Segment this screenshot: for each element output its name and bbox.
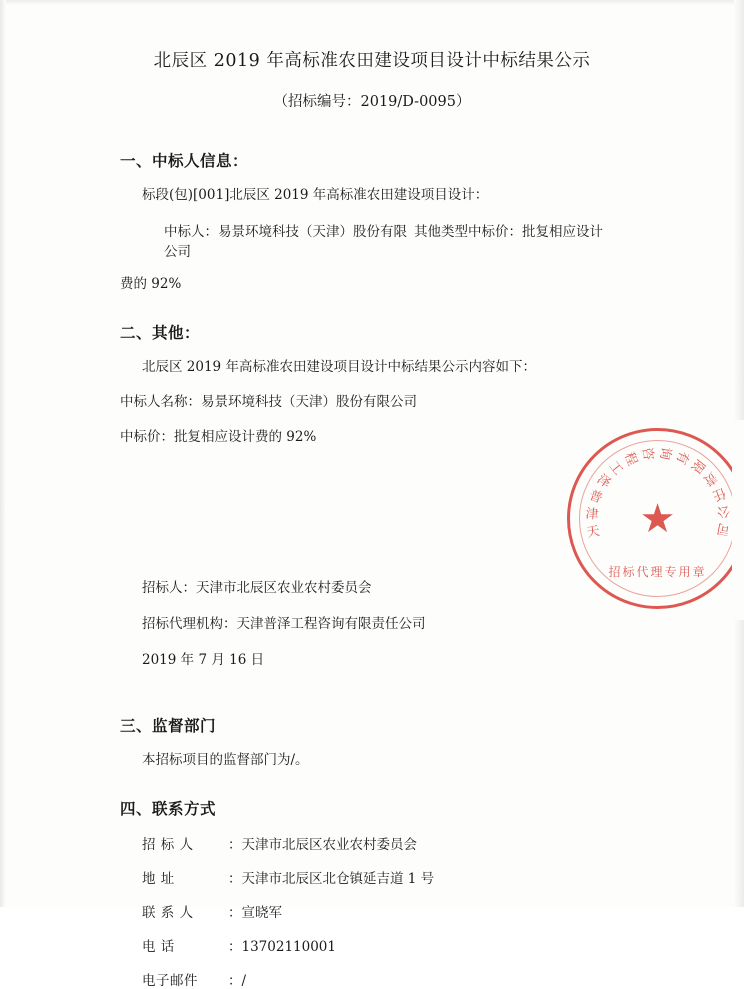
other-row-0-key: 中标人名称： (120, 393, 201, 410)
contact-row-person (120, 901, 626, 921)
other-intro: 北辰区 2019 年高标准农田建设项目设计中标结果公示内容如下： (142, 358, 536, 375)
other-row-1-value: 批复相应设计费的 92% (174, 428, 317, 445)
section-heading-winner: 一、中标人信息： (120, 151, 249, 170)
seal-star-icon: ★ (639, 495, 676, 542)
contact-value-address (228, 867, 626, 887)
official-seal-stamp (567, 428, 744, 609)
seal-clip-mask (732, 420, 744, 620)
contact-key-person: 联 系 人 (142, 904, 194, 921)
winner-price-line: 其他类型中标价：批复相应设计 (414, 223, 603, 240)
supervision-text: 本招标项目的监督部门为/。 (142, 751, 309, 768)
contact-value-tenderer (228, 833, 626, 853)
contact-key-phone: 电 话 (142, 938, 175, 955)
seal-arc-char: 任 (709, 483, 728, 503)
seal-arc-char: 限 (687, 455, 707, 476)
contact-sep-1: ： (228, 870, 242, 887)
contact-value-person (228, 901, 626, 921)
contact-value-email (228, 969, 626, 989)
winner-price-row (120, 220, 626, 260)
other-row-1-key: 中标价： (120, 428, 174, 445)
other-row-0-value: 易景环境科技（天津）股份有限公司 (201, 393, 417, 410)
contact-text-4: / (241, 972, 247, 989)
lot-line: 标段(包)[001]北辰区 2019 年高标准农田建设项目设计： (142, 187, 489, 203)
seal-arc-char: 责 (699, 468, 720, 488)
contact-sep-2: ： (228, 904, 242, 921)
seal-arc-char: 普 (586, 487, 604, 507)
contact-key-address: 地 址 (142, 870, 175, 887)
contact-text-3: 13702110001 (241, 938, 336, 955)
contact-sep-0: ： (228, 836, 242, 853)
contact-row-address (120, 867, 626, 887)
seal-arc-char: 泽 (593, 471, 613, 492)
section-heading-supervision: 三、监督部门 (120, 715, 217, 735)
contact-row-phone (120, 935, 626, 955)
contact-text-2: 宣晓军 (241, 904, 282, 921)
seal-bottom-text: 招标代理专用章 (608, 565, 707, 579)
seal-arc-char: 工 (604, 458, 625, 478)
seal-arc-char: 公 (715, 502, 731, 519)
date-line: 2019 年 7 月 16 日 (142, 651, 265, 668)
seal-arc-char: 咨 (638, 445, 655, 461)
contact-text-1: 天津市北辰区北仓镇延吉道 1 号 (241, 870, 435, 887)
seal-arc-char: 有 (672, 448, 691, 466)
seal-arc-char: 津 (584, 506, 599, 523)
seal-arc-char: 程 (620, 449, 640, 468)
contact-sep-3: ： (228, 938, 242, 955)
seal-arc-char: 司 (715, 519, 731, 537)
contact-key-tenderer: 招 标 人 (142, 836, 194, 853)
tenderer-line: 招标人：天津市北辰区农业农村委员会 (142, 579, 372, 596)
seal-arc-char: 天 (585, 523, 601, 541)
contact-text-0: 天津市北辰区农业农村委员会 (241, 836, 417, 853)
contact-key-email: 电子邮件 (142, 972, 198, 989)
signature-block (120, 576, 626, 668)
section-heading-other: 二、其他： (120, 322, 201, 342)
tender-number: （招标编号：2019/D-0095） (273, 94, 471, 110)
seal-arc-char: 询 (656, 445, 673, 461)
winner-price-continuation: 费的 92% (120, 275, 182, 292)
agency-line: 招标代理机构：天津普泽工程咨询有限责任公司 (142, 615, 426, 632)
winner-name-line: 中标人：易景环境科技（天津）股份有限公司 (164, 223, 407, 260)
other-row-0 (120, 392, 626, 413)
contact-row-email (120, 969, 626, 989)
contact-row-tenderer (120, 833, 626, 853)
scan-edge-top (0, 0, 744, 5)
contact-value-phone (228, 935, 626, 955)
blank-space (120, 448, 626, 560)
page-title: 北辰区 2019 年高标准农田建设项目设计中标结果公示 (153, 51, 591, 71)
contact-sep-4: ： (228, 972, 242, 989)
other-row-1 (120, 427, 626, 448)
section-heading-contact: 四、联系方式 (120, 798, 217, 818)
